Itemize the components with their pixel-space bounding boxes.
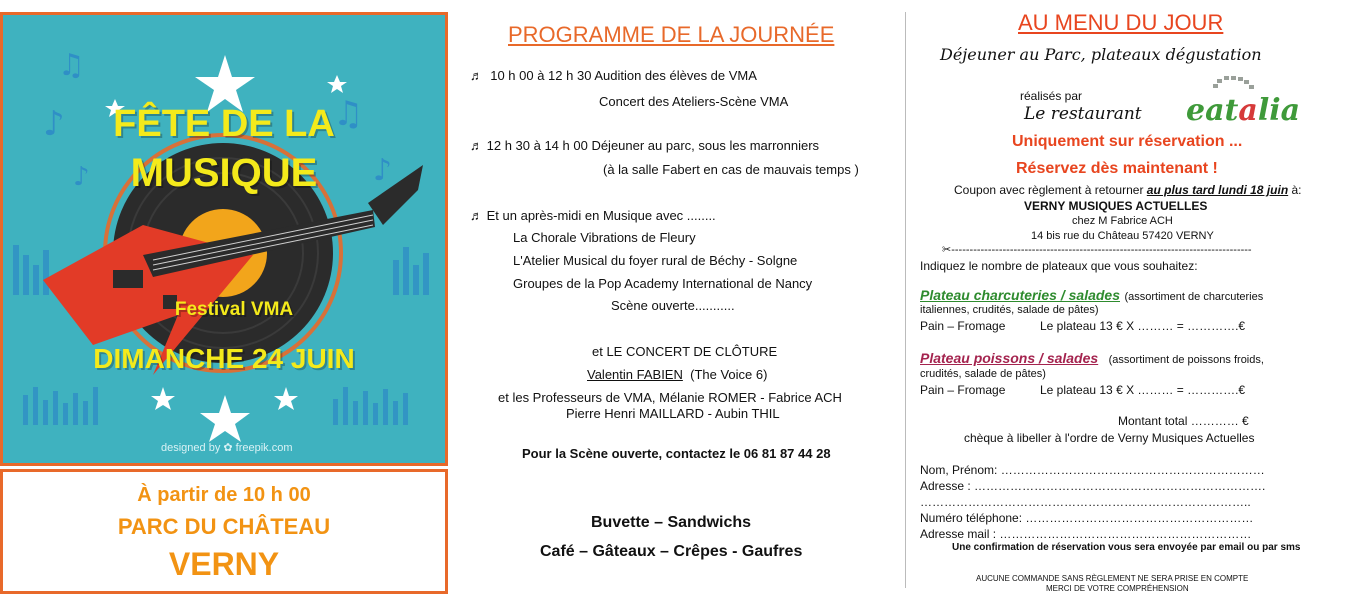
form-address-field[interactable]: Adresse : ……………………………………………………………….: [920, 479, 1266, 493]
poster-festival: Festival VMA: [174, 299, 294, 320]
plateau-2: [920, 350, 1264, 368]
footer-line-1: AUCUNE COMMANDE SANS RÈGLEMENT NE SERA PRISE EN COMPTE: [976, 574, 1249, 583]
plateau-1-desc: (assortiment de charcuteries: [1124, 291, 1264, 303]
svg-text:♪: ♪: [373, 153, 393, 188]
programme-title: PROGRAMME DE LA JOURNÉE: [508, 22, 835, 47]
plateau-1-name: Plateau charcuteries / salades: [920, 287, 1120, 303]
footer-line-2: MERCI DE VOTRE COMPRÉHENSION: [1046, 584, 1189, 593]
closing-concert: et LE CONCERT DE CLÔTURE: [592, 344, 778, 359]
plateau-1-desc2: italiennes, crudités, salade de pâtes): [920, 304, 1099, 316]
music-note-icon: ♬: [470, 68, 483, 83]
confirmation-note: Une confirmation de réservation vous sera envoyée par email ou par sms: [952, 542, 1301, 553]
svg-text:♪: ♪: [73, 162, 90, 192]
form-address2-field[interactable]: ………………………………………………………………………..: [920, 495, 1251, 509]
cafe-line: Café – Gâteaux – Crêpes - Gaufres: [540, 543, 803, 560]
plateau-2-desc: (assortiment de poissons froids,: [1108, 354, 1264, 366]
logo-wordmark: eatalia: [1186, 93, 1301, 128]
poster-title-line2: MUSIQUE: [130, 151, 318, 195]
menu-subtitle: Déjeuner au Parc, plateaux dégustation: [940, 45, 1262, 64]
form-email-field[interactable]: Adresse mail : ………………………………………………………: [920, 527, 1252, 541]
org-name: VERNY MUSIQUES ACTUELLES: [1024, 199, 1208, 213]
programme-item-2: ♬ 12 h 30 à 14 h 00 Déjeuner au parc, sous les marronniers: [470, 138, 820, 153]
music-note-icon: ♬: [470, 208, 483, 223]
svg-text:♫: ♫: [333, 94, 364, 134]
menu-column: [906, 0, 1352, 600]
venue-name: PARC DU CHÂTEAU: [117, 514, 331, 539]
open-stage-contact: Pour la Scène ouverte, contactez le 06 81 87 44 28: [522, 446, 831, 461]
coupon-instructions: Indiquez le nombre de plateaux que vous souhaitez:: [920, 259, 1198, 273]
coupon-deadline: au plus tard lundi 18 juin: [1146, 183, 1289, 197]
plateau-1-price: Le plateau 13 € X ……… = ………….€: [1040, 319, 1246, 333]
artist-name: Valentin FABIEN: [587, 367, 683, 382]
buvette-line: Buvette – Sandwichs: [591, 514, 752, 531]
total-amount: Montant total ………… €: [1118, 414, 1249, 428]
reserve-now: Réservez dès maintenant !: [1016, 160, 1218, 177]
afternoon-item: Scène ouverte...........: [611, 298, 735, 313]
scissors-icon: ✂: [942, 244, 952, 256]
plateau-2-desc2: crudités, salade de pâtes): [920, 368, 1046, 380]
plateau-1: [920, 287, 1263, 305]
eatalia-logo: [1184, 74, 1301, 128]
realises-par: réalisés par: [1020, 89, 1083, 103]
menu-title: AU MENU DU JOUR: [1018, 10, 1224, 35]
afternoon-item: La Chorale Vibrations de Fleury: [513, 230, 696, 245]
programme-item-3: ♬ Et un après-midi en Musique avec ........: [470, 208, 716, 223]
org-address: 14 bis rue du Château 57420 VERNY: [1031, 230, 1214, 242]
music-note-icon: ♬: [470, 138, 483, 153]
programme-column: [460, 0, 900, 600]
programme-item-1-detail: Concert des Ateliers-Scène VMA: [599, 94, 789, 109]
festival-poster: [0, 12, 448, 466]
teachers-line-1: et les Professeurs de VMA, Mélanie ROMER - Fabrice ACH: [498, 390, 842, 405]
programme-item-2-detail: (à la salle Fabert en cas de mauvais temps ): [603, 162, 859, 177]
programme-item-1: ♬ 10 h 00 à 12 h 30 Audition des élèves de VMA: [470, 68, 757, 83]
venue-town: VERNY: [168, 546, 280, 582]
poster-credit: designed by ✿ freepik.com: [161, 442, 293, 454]
afternoon-item: Groupes de la Pop Academy International de Nancy: [513, 276, 813, 291]
event-info-box: [0, 469, 448, 594]
form-name-field[interactable]: Nom, Prénom: …………………………………………………………: [920, 463, 1265, 477]
plateau-2-price: Le plateau 13 € X ……… = ………….€: [1040, 383, 1246, 397]
cheque-note: chèque à libeller à l'ordre de Verny Musiques Actuelles: [964, 431, 1255, 445]
plateau-2-name: Plateau poissons / salades: [920, 350, 1099, 366]
start-time: À partir de 10 h 00: [137, 484, 311, 506]
poster-illustration: [3, 15, 445, 463]
poster-title-line1: FÊTE DE LA: [113, 103, 335, 145]
teachers-line-2: Pierre Henri MAILLARD - Aubin THIL: [566, 406, 780, 421]
coupon-line: Coupon avec règlement à retourner au plus tard lundi 18 juin à:: [954, 183, 1302, 197]
closing-artist: [587, 367, 767, 382]
form-phone-field[interactable]: Numéro téléphone: …………………………………………………: [920, 511, 1254, 525]
afternoon-item: L'Atelier Musical du foyer rural de Béchy - Solgne: [513, 253, 798, 268]
svg-text:♪: ♪: [43, 104, 65, 144]
artist-extra: (The Voice 6): [690, 367, 768, 382]
svg-text:♫: ♫: [58, 48, 85, 83]
plateau-2-extra: Pain – Fromage: [920, 383, 1006, 397]
cut-line: ✂----------------------------------------------------------------------------------: [942, 244, 1252, 256]
restaurant-label: Le restaurant: [1024, 104, 1142, 124]
plateau-1-extra: Pain – Fromage: [920, 319, 1006, 333]
poster-date: DIMANCHE 24 JUIN: [93, 343, 355, 374]
reservation-only: Uniquement sur réservation ...: [1012, 133, 1243, 150]
org-contact: chez M Fabrice ACH: [1072, 215, 1173, 227]
